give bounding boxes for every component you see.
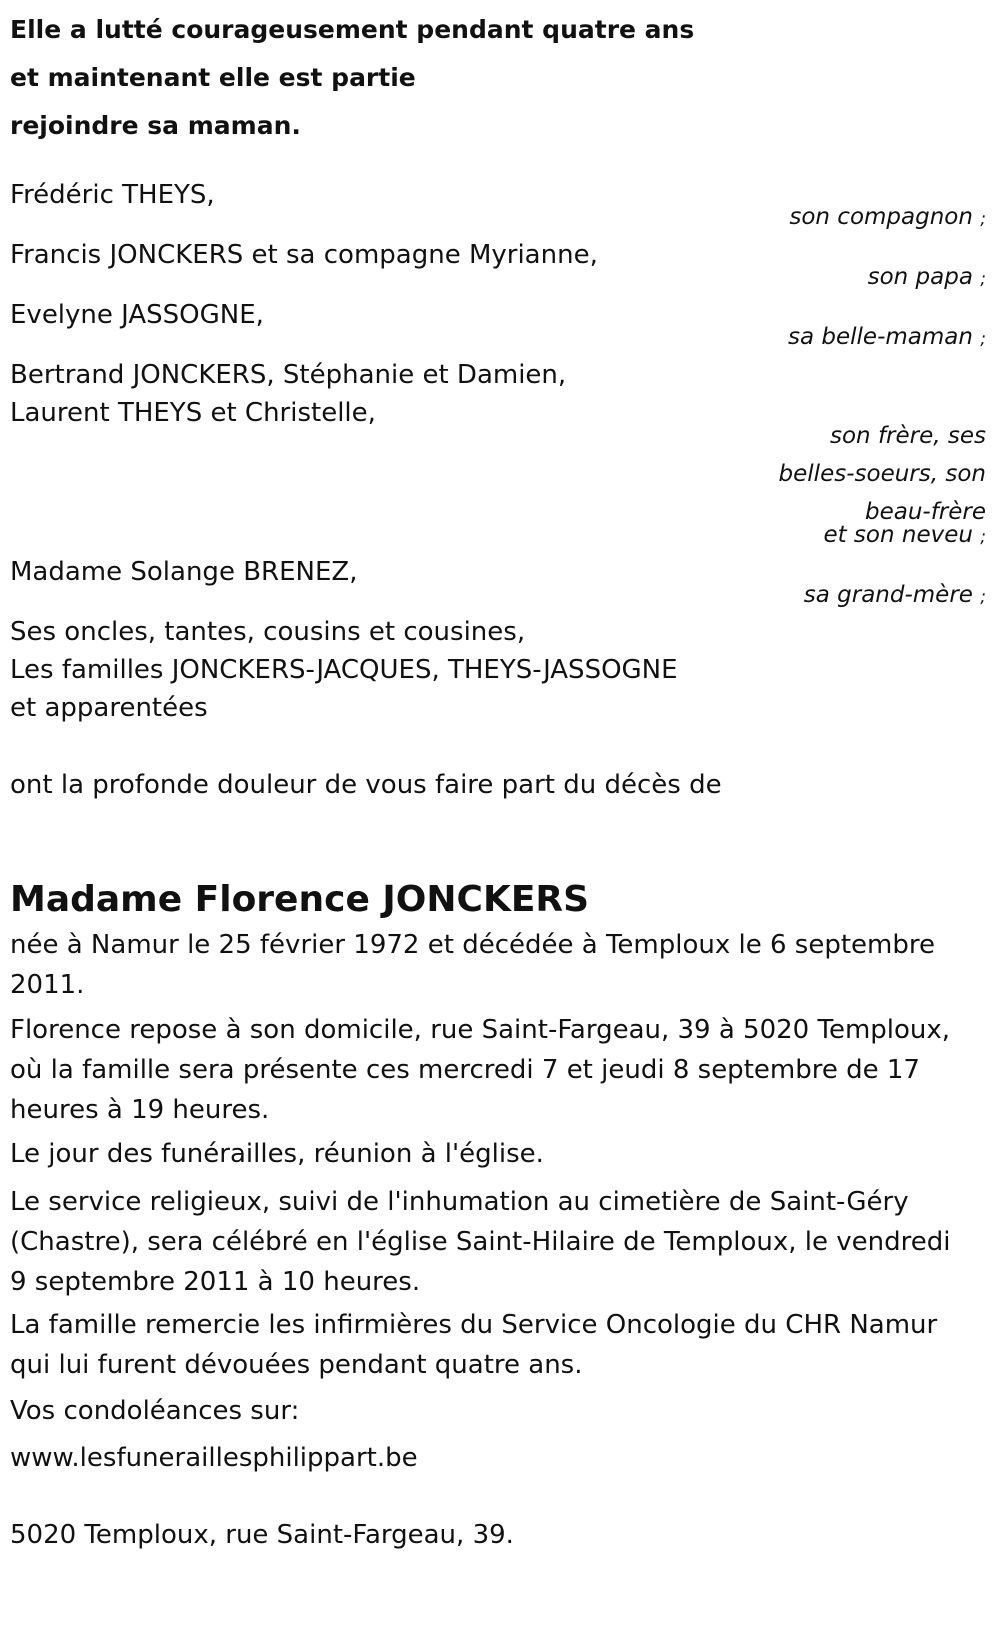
intro-line: rejoindre sa maman. [10,111,301,140]
relation-semicolon: ; [980,329,986,349]
intro-line: Elle a lutté courageusement pendant quatre ans [10,15,695,44]
family-name-siblings-2: Laurent THEYS et Christelle, [10,398,376,428]
condolences-label: Vos condoléances sur: [10,1396,300,1426]
family-name-siblings: Bertrand JONCKERS, Stéphanie et Damien, [10,360,567,390]
relation-text: et son neveu [823,522,973,548]
family-name-companion: Frédéric THEYS, [10,180,215,210]
rest-paragraph: Florence repose à son domicile, rue Saint-Fargeau, 39 à 5020 Temploux, où la famille sera présente ces mercredi 7 et jeudi 8 septembre de 17 heures à 19 heures. [10,1015,951,1125]
relation-siblings-line-3: beau-frère [864,499,986,525]
family-name-stepmother: Evelyne JASSOGNE, [10,300,264,330]
relation-semicolon: ; [980,587,986,607]
relation-stepmother [788,317,986,359]
relation-siblings-line-1: son frère, ses [830,423,986,449]
relation-siblings-line-4 [823,515,986,557]
address-text: 5020 Temploux, rue Saint-Fargeau, 39. [10,1520,514,1550]
intro-text [10,6,730,150]
family-name-father: Francis JONCKERS et sa compagne Myrianne, [10,240,598,270]
extended-family-line: et apparentées [10,693,208,723]
relation-text: sa belle-maman [788,324,973,350]
relation-text: son papa [867,264,973,290]
relation-text: sa grand-mère [803,582,973,608]
thanks-paragraph: La famille remercie les infirmières du Service Oncologie du CHR Namur qui lui furent dévouées pendant quatre ans. [10,1310,938,1380]
relation-father [868,257,986,299]
announcement-text: ont la profonde douleur de vous faire part du décès de [10,770,722,800]
family-name-grandmother: Madame Solange BRENEZ, [10,557,358,587]
deceased-name: Madame Florence JONCKERS [10,879,590,920]
relation-semicolon: ; [980,527,986,547]
service-paragraph: Le service religieux, suivi de l'inhumation au cimetière de Saint-Géry (Chastre), sera célébré en l'église Saint-Hilaire de Temploux, le vendredi 9 septembre 2011 à 10 heures. [10,1187,951,1297]
funeral-day-paragraph: Le jour des funérailles, réunion à l'église. [10,1139,544,1169]
relation-grandmother [804,575,986,617]
birth-death-paragraph: née à Namur le 25 février 1972 et décédée à Temploux le 6 septembre 2011. [10,930,935,1000]
relation-semicolon: ; [980,209,986,229]
relation-semicolon: ; [980,269,986,289]
relation-text: son compagnon [789,204,973,230]
extended-family-line: Ses oncles, tantes, cousins et cousines, [10,617,526,647]
relation-siblings-line-2: belles-soeurs, son [778,461,986,487]
condolences-website-link[interactable]: www.lesfuneraillesphilippart.be [10,1443,418,1473]
relation-companion [789,197,986,239]
extended-family-line: Les familles JONCKERS-JACQUES, THEYS-JASSOGNE [10,655,678,685]
intro-line: et maintenant elle est partie [10,63,416,92]
